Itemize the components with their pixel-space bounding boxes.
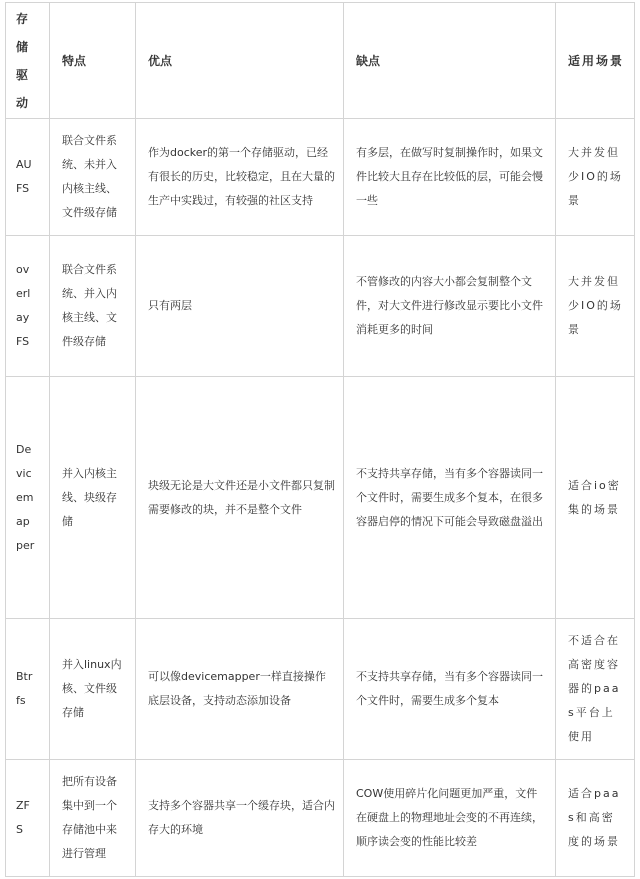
cell-feature: 并入linux内核、文件级存储 [50, 619, 136, 760]
cell-cons: 不管修改的内容大小都会复制整个文件，对大文件进行修改显示要比小文件消耗更多的时间 [344, 236, 556, 377]
header-cons: 缺点 [344, 3, 556, 119]
cell-scenario: 大并发但少IO的场景 [556, 119, 635, 236]
cell-scenario: 适合paas和高密度的场景 [556, 760, 635, 877]
header-driver: 存储驱动 [6, 3, 50, 119]
cell-cons: 不支持共享存储，当有多个容器读同一个文件时，需要生成多个复本，在很多容器启停的情况下可能会导致磁盘溢出 [344, 377, 556, 619]
cell-feature: 联合文件系统、并入内核主线、文件级存储 [50, 236, 136, 377]
cell-cons: COW使用碎片化问题更加严重，文件在硬盘上的物理地址会变的不再连续，顺序读会变的性能比较差 [344, 760, 556, 877]
cell-feature: 并入内核主线、块级存储 [50, 377, 136, 619]
cell-feature: 联合文件系统、未并入内核主线、文件级存储 [50, 119, 136, 236]
cell-pros: 可以像devicemapper一样直接操作底层设备，支持动态添加设备 [136, 619, 344, 760]
table-row [6, 619, 635, 760]
cell-driver: Btrfs [6, 619, 50, 760]
header-row [6, 3, 635, 119]
cell-pros: 支持多个容器共享一个缓存块，适合内存大的环境 [136, 760, 344, 877]
cell-cons: 不支持共享存储，当有多个容器读同一个文件时，需要生成多个复本 [344, 619, 556, 760]
cell-pros: 只有两层 [136, 236, 344, 377]
cell-driver: Devicemapper [6, 377, 50, 619]
comparison-table [5, 2, 635, 877]
cell-scenario: 不适合在高密度容器的paas平台上使用 [556, 619, 635, 760]
header-scenario: 适用场景 [556, 3, 635, 119]
cell-cons: 有多层，在做写时复制操作时，如果文件比较大且存在比较低的层，可能会慢一些 [344, 119, 556, 236]
table-row [6, 760, 635, 877]
cell-scenario: 适合io密集的场景 [556, 377, 635, 619]
cell-driver: AUFS [6, 119, 50, 236]
header-feature: 特点 [50, 3, 136, 119]
table-row [6, 236, 635, 377]
cell-driver: ZFS [6, 760, 50, 877]
table-row [6, 377, 635, 619]
cell-scenario: 大并发但少IO的场景 [556, 236, 635, 377]
cell-pros: 作为docker的第一个存储驱动，已经有很长的历史，比较稳定，且在大量的生产中实践过，有较强的社区支持 [136, 119, 344, 236]
cell-driver: overlayFS [6, 236, 50, 377]
cell-pros: 块级无论是大文件还是小文件都只复制需要修改的块，并不是整个文件 [136, 377, 344, 619]
table-row [6, 119, 635, 236]
header-pros: 优点 [136, 3, 344, 119]
cell-feature: 把所有设备集中到一个存储池中来进行管理 [50, 760, 136, 877]
